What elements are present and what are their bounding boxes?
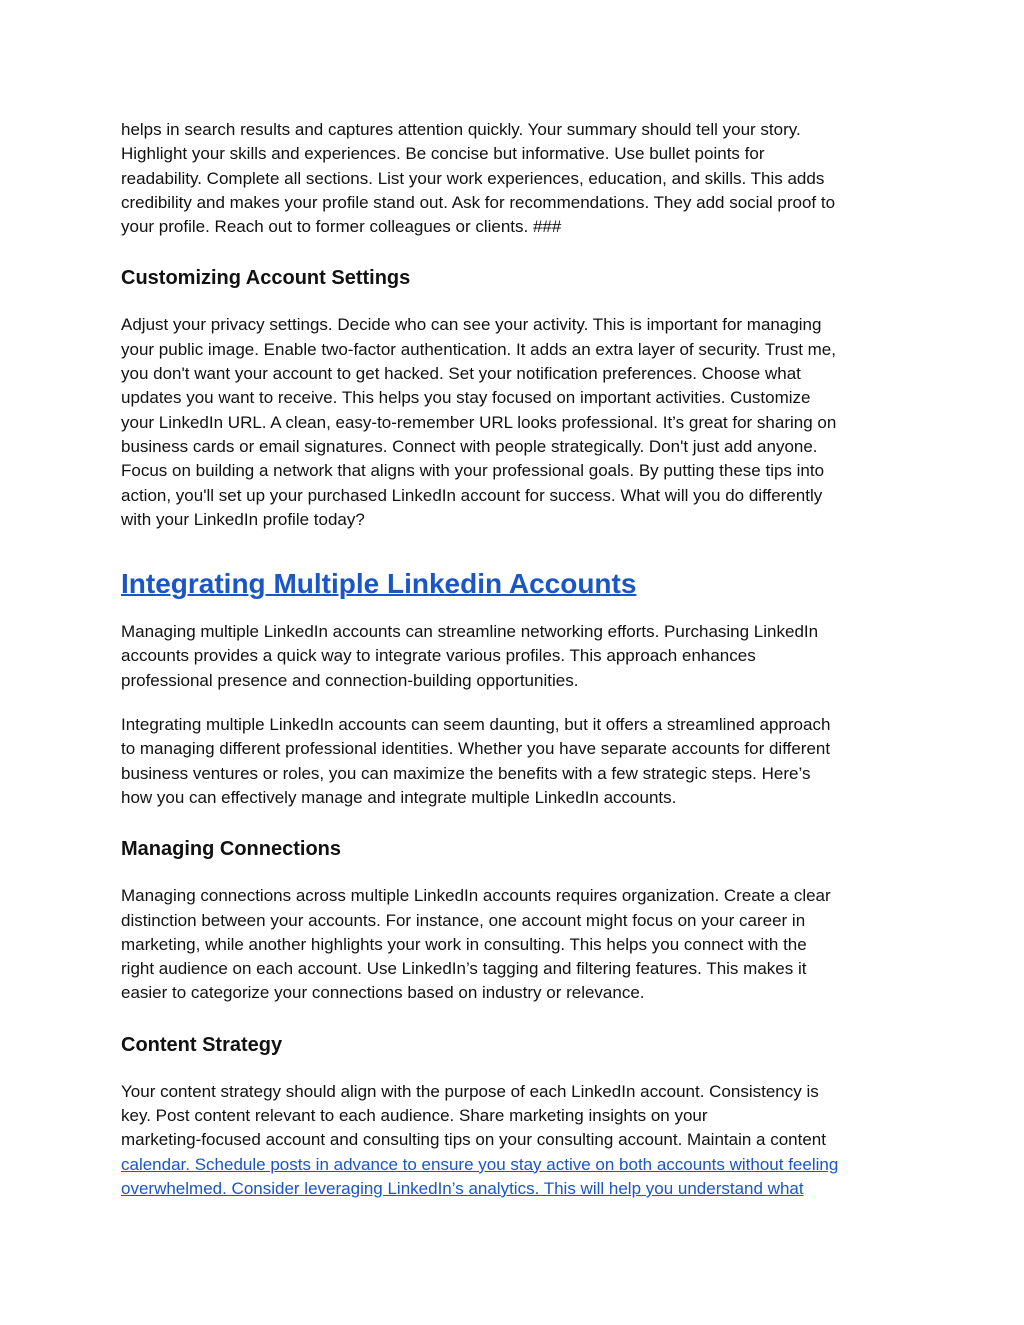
integrating-paragraph-2: [121, 713, 911, 810]
text-line: right audience on each account. Use LinkedIn’s tagging and filtering features. This makes it: [121, 959, 807, 979]
content-strategy-paragraph: [121, 1080, 911, 1201]
text-line: Focus on building a network that aligns with your professional goals. By putting these tips into: [121, 461, 825, 481]
text-line: professional presence and connection-building opportunities.: [121, 670, 579, 690]
account-settings-paragraph: [121, 313, 911, 532]
heading-managing-connections: Managing Connections: [121, 838, 341, 861]
text-line: Managing multiple LinkedIn accounts can streamline networking efforts. Purchasing LinkedIn: [121, 622, 819, 642]
text-line: Integrating multiple LinkedIn accounts can seem daunting, but it offers a streamlined approach: [121, 715, 831, 735]
inline-link-line[interactable]: calendar. Schedule posts in advance to ensure you stay active on both accounts without feeling: [121, 1154, 839, 1174]
text-line: action, you'll set up your purchased LinkedIn account for success. What will you do differently: [121, 485, 823, 505]
text-line: with your LinkedIn profile today?: [121, 509, 365, 529]
document-page: [121, 118, 911, 1201]
inline-link-line[interactable]: overwhelmed. Consider leveraging LinkedIn’s analytics. This will help you understand what: [121, 1178, 804, 1198]
text-line: credibility and makes your profile stand out. Ask for recommendations. They add social proof to: [121, 192, 836, 212]
text-line: key. Post content relevant to each audience. Share marketing insights on your: [121, 1106, 708, 1126]
connections-paragraph: [121, 884, 911, 1005]
text-line: Highlight your skills and experiences. Be concise but informative. Use bullet points for: [121, 144, 765, 164]
text-line: your LinkedIn URL. A clean, easy-to-remember URL looks professional. It’s great for sharing on: [121, 412, 837, 432]
text-line: readability. Complete all sections. List your work experiences, education, and skills. This adds: [121, 168, 825, 188]
text-line: business cards or email signatures. Connect with people strategically. Don't just add anyone.: [121, 436, 818, 456]
text-line: helps in search results and captures attention quickly. Your summary should tell your story.: [121, 120, 801, 139]
text-line: Adjust your privacy settings. Decide who can see your activity. This is important for managing: [121, 315, 822, 335]
text-line: marketing-focused account and consulting tips on your consulting account. Maintain a content: [121, 1130, 826, 1150]
heading-content-strategy: Content Strategy: [121, 1033, 283, 1056]
text-line: updates you want to receive. This helps you stay focused on important activities. Customize: [121, 388, 811, 408]
intro-paragraph: [121, 118, 911, 239]
heading-customizing-account-settings: Customizing Account Settings: [121, 267, 411, 290]
text-line: easier to categorize your connections based on industry or relevance.: [121, 983, 645, 1003]
text-line: marketing, while another highlights your work in consulting. This helps you connect with the: [121, 934, 807, 954]
heading-integrating-multiple-linkedin-accounts: [121, 566, 911, 602]
integrating-paragraph-1: [121, 620, 911, 693]
text-line: distinction between your accounts. For instance, one account might focus on your career in: [121, 910, 806, 930]
text-line: Your content strategy should align with the purpose of each LinkedIn account. Consistency is: [121, 1081, 819, 1101]
text-line: to managing different professional identities. Whether you have separate accounts for different: [121, 739, 831, 759]
text-line: business ventures or roles, you can maximize the benefits with a few strategic steps. Here’s: [121, 763, 811, 783]
text-line: how you can effectively manage and integrate multiple LinkedIn accounts.: [121, 787, 677, 807]
heading-link[interactable]: Integrating Multiple Linkedin Accounts: [121, 568, 637, 600]
text-line: your profile. Reach out to former colleagues or clients. ###: [121, 217, 562, 237]
text-line: Managing connections across multiple LinkedIn accounts requires organization. Create a clear: [121, 886, 831, 906]
text-line: your public image. Enable two-factor authentication. It adds an extra layer of security. Trust me,: [121, 339, 836, 359]
text-line: accounts provides a quick way to integrate various profiles. This approach enhances: [121, 646, 756, 666]
text-line: you don't want your account to get hacked. Set your notification preferences. Choose what: [121, 364, 801, 384]
